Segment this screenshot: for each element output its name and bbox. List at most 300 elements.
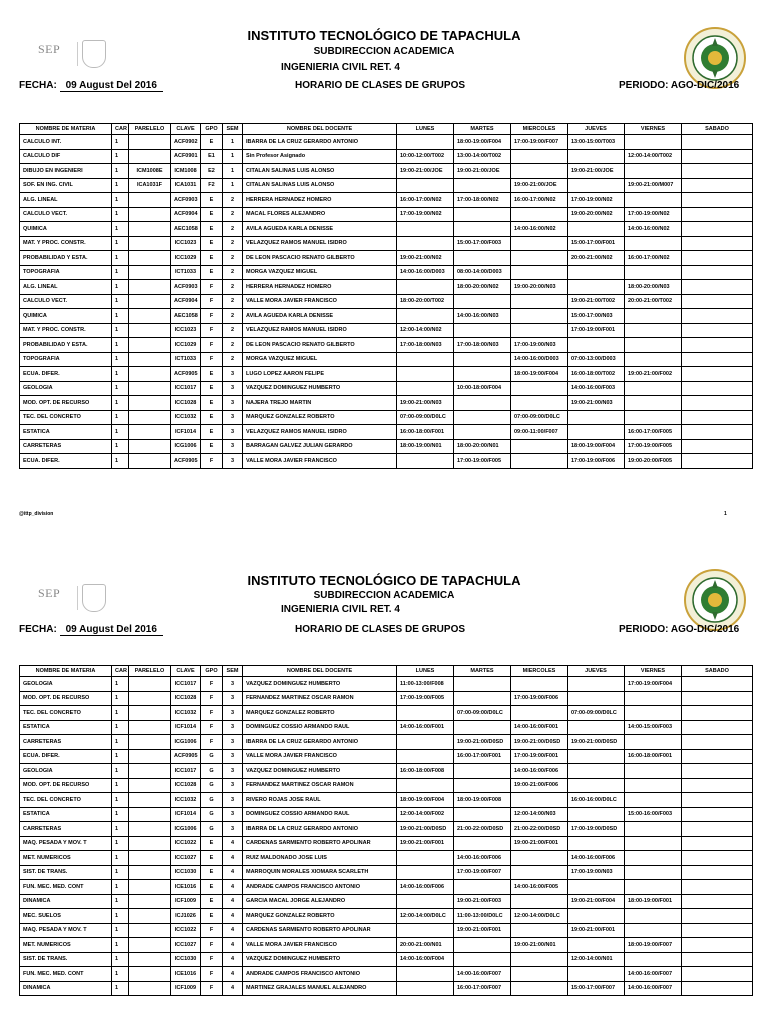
table-cell: ICA1031 xyxy=(171,178,201,193)
table-cell: 1 xyxy=(112,425,129,440)
column-header: SEM xyxy=(223,666,243,677)
table-cell xyxy=(129,149,171,164)
table-row xyxy=(20,894,753,909)
table-cell xyxy=(454,425,511,440)
table-cell: E xyxy=(201,439,223,454)
table-cell xyxy=(129,222,171,237)
table-cell: 14:00-16:00/N02 xyxy=(625,222,682,237)
table-cell: ICF1014 xyxy=(171,425,201,440)
table-cell: ACF0905 xyxy=(171,749,201,764)
table-cell xyxy=(625,323,682,338)
table-cell xyxy=(454,222,511,237)
table-cell: 3 xyxy=(223,706,243,721)
table-cell: 14:00-16:00/F007 xyxy=(454,967,511,982)
table-cell: G xyxy=(201,764,223,779)
table-cell xyxy=(625,836,682,851)
institute-title: INSTITUTO TECNOLÓGICO DE TAPACHULA xyxy=(247,573,521,588)
table-cell: E xyxy=(201,425,223,440)
table-cell: F xyxy=(201,323,223,338)
table-cell xyxy=(397,352,454,367)
table-cell: F xyxy=(201,981,223,996)
table-cell xyxy=(129,280,171,295)
table-cell: 07:00-09:00/D0LC xyxy=(454,706,511,721)
column-header: CAR xyxy=(112,124,129,135)
table-cell xyxy=(682,822,753,837)
table-row xyxy=(20,149,753,164)
table-cell: ICT1033 xyxy=(171,352,201,367)
table-cell xyxy=(129,836,171,851)
table-row xyxy=(20,923,753,938)
table-cell xyxy=(625,923,682,938)
column-header: SABADO xyxy=(682,124,753,135)
table-cell xyxy=(682,236,753,251)
table-cell: 3 xyxy=(223,720,243,735)
table-cell xyxy=(568,720,625,735)
table-cell xyxy=(682,735,753,750)
table-cell xyxy=(454,952,511,967)
table-cell: F xyxy=(201,338,223,353)
table-cell: ICC1022 xyxy=(171,923,201,938)
table-cell: 20:00-21:00/N02 xyxy=(568,251,625,266)
table-cell: TOPOGRAFIA xyxy=(20,352,112,367)
table-row xyxy=(20,236,753,251)
table-cell xyxy=(454,352,511,367)
table-cell xyxy=(682,367,753,382)
table-cell: VALLE MORA JAVIER FRANCISCO xyxy=(243,938,397,953)
table-cell xyxy=(129,923,171,938)
table-cell: AEC1058 xyxy=(171,222,201,237)
table-row xyxy=(20,764,753,779)
table-cell xyxy=(682,749,753,764)
table-cell: 2 xyxy=(223,338,243,353)
table-cell: 17:00-19:00/F001 xyxy=(568,323,625,338)
table-cell: ECUA. DIFER. xyxy=(20,749,112,764)
table-cell: 4 xyxy=(223,909,243,924)
column-header: PARELELO xyxy=(129,666,171,677)
table-cell: 16:00-18:00/T002 xyxy=(568,367,625,382)
periodo-label: PERIODO: AGO-DIC/2016 xyxy=(619,80,740,91)
fecha-block xyxy=(19,624,163,636)
table-cell: E xyxy=(201,381,223,396)
table-cell xyxy=(625,735,682,750)
table-cell: ICJ1026 xyxy=(171,909,201,924)
table-cell: VELAZQUEZ RAMOS MANUEL ISIDRO xyxy=(243,236,397,251)
table-cell: 17:00-19:00/N03 xyxy=(511,338,568,353)
table-cell: 14:00-16:00/D003 xyxy=(397,265,454,280)
table-cell: 1 xyxy=(112,280,129,295)
table-row xyxy=(20,178,753,193)
table-row xyxy=(20,836,753,851)
table-cell: 1 xyxy=(112,807,129,822)
table-cell: 2 xyxy=(223,323,243,338)
table-cell: 1 xyxy=(112,691,129,706)
table-cell: ACF0904 xyxy=(171,207,201,222)
table-cell xyxy=(682,251,753,266)
table-row xyxy=(20,778,753,793)
table-cell xyxy=(454,720,511,735)
table-cell: 19:00-21:00/D0SD xyxy=(397,822,454,837)
table-cell: 1 xyxy=(112,367,129,382)
table-cell: 1 xyxy=(112,793,129,808)
table-cell xyxy=(682,894,753,909)
table-cell xyxy=(682,865,753,880)
table-cell xyxy=(454,880,511,895)
table-cell: 21:00-22:00/D0SD xyxy=(511,822,568,837)
table-cell: CARRETERAS xyxy=(20,735,112,750)
table-cell xyxy=(454,677,511,692)
table-cell xyxy=(682,923,753,938)
table-cell: F xyxy=(201,691,223,706)
table-cell: 2 xyxy=(223,236,243,251)
table-cell xyxy=(682,425,753,440)
fecha-block xyxy=(19,80,163,92)
table-cell xyxy=(511,207,568,222)
table-cell xyxy=(511,677,568,692)
table-cell xyxy=(682,280,753,295)
column-header: GPO xyxy=(201,666,223,677)
table-cell xyxy=(511,851,568,866)
table-cell: 16:00-17:00/F001 xyxy=(454,749,511,764)
table-cell: 4 xyxy=(223,880,243,895)
table-cell: ACF0903 xyxy=(171,280,201,295)
table-cell: E xyxy=(201,135,223,150)
table-cell xyxy=(682,764,753,779)
table-cell: DOMINGUEZ COSSIO ARMANDO RAUL xyxy=(243,807,397,822)
table-cell: 18:00-19:00/F007 xyxy=(625,938,682,953)
sep-logo-text: SEP xyxy=(38,42,61,56)
table-cell xyxy=(397,778,454,793)
table-cell: 19:00-21:00/F001 xyxy=(454,923,511,938)
table-cell xyxy=(397,749,454,764)
table-cell xyxy=(454,764,511,779)
table-cell xyxy=(682,338,753,353)
table-cell xyxy=(682,410,753,425)
table-cell xyxy=(625,851,682,866)
table-cell: ICC1028 xyxy=(171,691,201,706)
table-cell: 18:00-19:00/F004 xyxy=(454,135,511,150)
table-cell: E xyxy=(201,265,223,280)
table-cell: E xyxy=(201,251,223,266)
fecha-value: 09 August Del 2016 xyxy=(60,80,163,92)
table-row xyxy=(20,720,753,735)
table-cell: 1 xyxy=(112,749,129,764)
horario-label: HORARIO DE CLASES DE GRUPOS xyxy=(295,80,466,91)
table-cell xyxy=(397,865,454,880)
table-cell: ICG1006 xyxy=(171,439,201,454)
column-header: CLAVE xyxy=(171,666,201,677)
table-cell: PROBABILIDAD Y ESTA. xyxy=(20,338,112,353)
table-cell xyxy=(397,923,454,938)
table-cell: 3 xyxy=(223,822,243,837)
table-cell xyxy=(454,691,511,706)
table-cell: 19:00-21:00/F006 xyxy=(511,778,568,793)
table-cell: 2 xyxy=(223,251,243,266)
table-cell: 1 xyxy=(112,967,129,982)
table-cell: 14:00-15:00/F003 xyxy=(625,720,682,735)
table-cell: 1 xyxy=(112,454,129,469)
table-cell: 1 xyxy=(112,836,129,851)
table-cell: F xyxy=(201,735,223,750)
table-cell: ICC1029 xyxy=(171,251,201,266)
table-cell xyxy=(682,178,753,193)
table-cell xyxy=(568,749,625,764)
table-cell xyxy=(568,836,625,851)
table-cell: 17:00-19:00/F005 xyxy=(625,439,682,454)
table-cell xyxy=(397,280,454,295)
table-cell: G xyxy=(201,793,223,808)
table-cell: MAQ. PESADA Y MOV. T xyxy=(20,836,112,851)
table-cell: ACF0903 xyxy=(171,193,201,208)
table-cell: 3 xyxy=(223,410,243,425)
table-cell xyxy=(511,894,568,909)
table-cell xyxy=(682,396,753,411)
table-cell: E xyxy=(201,865,223,880)
table-cell: 19:00-21:00/N02 xyxy=(397,251,454,266)
table-cell: CALCULO INT. xyxy=(20,135,112,150)
table-cell: 1 xyxy=(112,909,129,924)
table-cell xyxy=(568,222,625,237)
table-cell xyxy=(129,793,171,808)
table-cell xyxy=(129,967,171,982)
table-cell: ACF0902 xyxy=(171,135,201,150)
table-cell: FUN. MEC. MED. CONT xyxy=(20,967,112,982)
table-cell: 1 xyxy=(112,923,129,938)
table-cell: ECUA. DIFER. xyxy=(20,367,112,382)
table-cell: QUIMICA xyxy=(20,309,112,324)
table-cell: 1 xyxy=(112,822,129,837)
table-cell: VALLE MORA JAVIER FRANCISCO xyxy=(243,749,397,764)
table-row xyxy=(20,822,753,837)
table-cell xyxy=(625,909,682,924)
table-cell xyxy=(129,367,171,382)
table-cell: HERRERA HERNADEZ HOMERO xyxy=(243,193,397,208)
table-cell: 1 xyxy=(112,894,129,909)
table-cell xyxy=(511,236,568,251)
table-row xyxy=(20,381,753,396)
table-cell: DE LEON PASCACIO RENATO GILBERTO xyxy=(243,251,397,266)
table-row xyxy=(20,164,753,179)
table-cell: ANDRADE CAMPOS FRANCISCO ANTONIO xyxy=(243,880,397,895)
table-cell: 14:00-16:00/F006 xyxy=(511,764,568,779)
table-row xyxy=(20,981,753,996)
table-cell xyxy=(625,164,682,179)
table-cell: 10:00-12:00/T002 xyxy=(397,149,454,164)
table-cell xyxy=(511,952,568,967)
table-cell: 18:00-19:00/F001 xyxy=(625,894,682,909)
table-cell: DINAMICA xyxy=(20,981,112,996)
table-cell xyxy=(511,865,568,880)
table-cell: 3 xyxy=(223,439,243,454)
table-cell xyxy=(129,691,171,706)
table-cell: MAT. Y PROC. CONSTR. xyxy=(20,236,112,251)
table-cell: 14:00-16:00/N02 xyxy=(511,222,568,237)
table-cell: RIVERO ROJAS JOSE RAUL xyxy=(243,793,397,808)
table-cell: BARRAGAN GALVEZ JULIAN GERARDO xyxy=(243,439,397,454)
table-cell: ICF1009 xyxy=(171,981,201,996)
table-cell: IBARRA DE LA CRUZ GERARDO ANTONIO xyxy=(243,135,397,150)
table-cell xyxy=(568,764,625,779)
table-cell xyxy=(682,323,753,338)
table-cell xyxy=(682,691,753,706)
table-cell: 18:00-19:00/N01 xyxy=(397,439,454,454)
table-cell xyxy=(129,706,171,721)
table-cell: 1 xyxy=(112,149,129,164)
table-cell: E1 xyxy=(201,149,223,164)
table-cell: SIST. DE TRANS. xyxy=(20,865,112,880)
table-cell xyxy=(129,381,171,396)
table-cell xyxy=(682,967,753,982)
table-cell xyxy=(129,880,171,895)
schedule-table-2 xyxy=(19,665,753,996)
table-cell xyxy=(682,952,753,967)
horario-label: HORARIO DE CLASES DE GRUPOS xyxy=(295,624,466,635)
table-cell: 12:00-14:00/F002 xyxy=(397,807,454,822)
table-cell: 17:00-19:00/D0SD xyxy=(568,822,625,837)
table-cell: MORGA VAZQUEZ MIGUEL xyxy=(243,265,397,280)
table-cell: 12:00-14:00/D0LC xyxy=(397,909,454,924)
table-cell: ICC1029 xyxy=(171,338,201,353)
table-cell xyxy=(397,706,454,721)
table-cell: NAJERA TREJO MARTIN xyxy=(243,396,397,411)
table-cell xyxy=(129,323,171,338)
table-cell: 17:00-18:00/N03 xyxy=(397,338,454,353)
table-cell xyxy=(454,836,511,851)
table-cell xyxy=(454,294,511,309)
column-header: MARTES xyxy=(454,124,511,135)
table-cell: 19:00-21:00/T002 xyxy=(568,294,625,309)
table-cell: HERRERA HERNADEZ HOMERO xyxy=(243,280,397,295)
table-cell: ACF0901 xyxy=(171,149,201,164)
table-cell xyxy=(397,381,454,396)
table-cell xyxy=(129,720,171,735)
table-row xyxy=(20,938,753,953)
table-cell xyxy=(682,454,753,469)
table-cell: 17:00-19:00/F005 xyxy=(397,691,454,706)
table-cell xyxy=(129,952,171,967)
table-cell: 1 xyxy=(112,338,129,353)
table-cell: 1 xyxy=(223,164,243,179)
table-cell xyxy=(129,894,171,909)
table-cell: F xyxy=(201,967,223,982)
table-cell xyxy=(625,952,682,967)
table-cell: ICC1032 xyxy=(171,410,201,425)
table-cell: PROBABILIDAD Y ESTA. xyxy=(20,251,112,266)
schedule-table-1 xyxy=(19,123,753,469)
table-cell: 19:00-21:00/JOE xyxy=(568,164,625,179)
table-cell: 1 xyxy=(112,207,129,222)
table-cell: 09:00-11:00/F007 xyxy=(511,425,568,440)
table-cell: 14:00-16:00/F006 xyxy=(568,851,625,866)
table-cell xyxy=(568,149,625,164)
table-cell xyxy=(568,425,625,440)
table-cell: ACF0905 xyxy=(171,454,201,469)
table-cell xyxy=(625,691,682,706)
table-cell: E xyxy=(201,396,223,411)
table-cell: CARRETERAS xyxy=(20,822,112,837)
table-cell xyxy=(129,677,171,692)
table-cell: 1 xyxy=(112,981,129,996)
table-cell xyxy=(129,807,171,822)
table-cell: E xyxy=(201,851,223,866)
table-cell xyxy=(625,265,682,280)
table-cell: 1 xyxy=(112,222,129,237)
table-cell: 16:00-18:00/F008 xyxy=(397,764,454,779)
table-cell xyxy=(397,367,454,382)
table-cell: 19:00-21:00/N01 xyxy=(511,938,568,953)
table-cell: ANDRADE CAMPOS FRANCISCO ANTONIO xyxy=(243,967,397,982)
table-cell: GARCIA MACAL JORGE ALEJANDRO xyxy=(243,894,397,909)
table-cell: F xyxy=(201,294,223,309)
table-cell: ICC1017 xyxy=(171,381,201,396)
subdireccion-title: SUBDIRECCION ACADEMICA xyxy=(313,590,455,601)
table-cell: ALG. LINEAL xyxy=(20,280,112,295)
table-cell: CARDENAS SARMIENTO ROBERTO APOLINAR xyxy=(243,836,397,851)
fecha-value: 09 August Del 2016 xyxy=(60,624,163,636)
table-cell: ICT1033 xyxy=(171,265,201,280)
table-cell: 17:00-19:00/N02 xyxy=(397,207,454,222)
table-cell: 3 xyxy=(223,793,243,808)
table-row xyxy=(20,309,753,324)
table-cell: Sin Profesor Asignado xyxy=(243,149,397,164)
table-cell xyxy=(568,280,625,295)
table-cell: ECUA. DIFER. xyxy=(20,454,112,469)
table-cell xyxy=(682,793,753,808)
table-cell: 19:00-21:00/N03 xyxy=(397,396,454,411)
table-cell: 12:00-14:00/N02 xyxy=(397,323,454,338)
table-cell: F xyxy=(201,309,223,324)
table-cell: 14:00-16:00/F003 xyxy=(568,381,625,396)
table-cell xyxy=(682,706,753,721)
table-cell: 19:00-21:00/D0SD xyxy=(568,735,625,750)
table-cell: ICC1027 xyxy=(171,851,201,866)
table-cell: VAZQUEZ DOMINGUEZ HUMBERTO xyxy=(243,677,397,692)
table-cell: 18:00-19:00/F008 xyxy=(454,793,511,808)
table-cell: 1 xyxy=(112,396,129,411)
periodo-label: PERIODO: AGO-DIC/2016 xyxy=(619,624,740,635)
table-cell xyxy=(625,381,682,396)
table-cell: 07:00-09:00/D0LC xyxy=(397,410,454,425)
table-cell xyxy=(682,677,753,692)
table-cell: 1 xyxy=(112,381,129,396)
table-cell: 07:00-09:00/D0LC xyxy=(568,706,625,721)
table-cell: 1 xyxy=(112,865,129,880)
table-cell: TEC. DEL CONCRETO xyxy=(20,410,112,425)
table-cell: CALCULO VECT. xyxy=(20,294,112,309)
table-cell: E xyxy=(201,207,223,222)
table-row xyxy=(20,410,753,425)
table-cell: VELAZQUEZ RAMOS MANUEL ISIDRO xyxy=(243,425,397,440)
table-cell xyxy=(682,149,753,164)
table-cell: 1 xyxy=(112,178,129,193)
table-cell: ICC1028 xyxy=(171,396,201,411)
table-cell: 07:00-13:00/D003 xyxy=(568,352,625,367)
table-cell: 3 xyxy=(223,396,243,411)
table-cell: 19:00-21:00/D0SD xyxy=(511,735,568,750)
table-row xyxy=(20,909,753,924)
table-cell xyxy=(625,822,682,837)
table-cell: ICC1028 xyxy=(171,778,201,793)
table-cell: 1 xyxy=(112,135,129,150)
table-cell: GEOLOGIA xyxy=(20,677,112,692)
table-cell: 2 xyxy=(223,207,243,222)
table-row xyxy=(20,323,753,338)
column-header: LUNES xyxy=(397,124,454,135)
table-cell xyxy=(129,822,171,837)
table-cell: 1 xyxy=(112,323,129,338)
table-cell: MEC. SUELOS xyxy=(20,909,112,924)
table-cell: 19:00-21:00/JOE xyxy=(397,164,454,179)
table-row xyxy=(20,749,753,764)
